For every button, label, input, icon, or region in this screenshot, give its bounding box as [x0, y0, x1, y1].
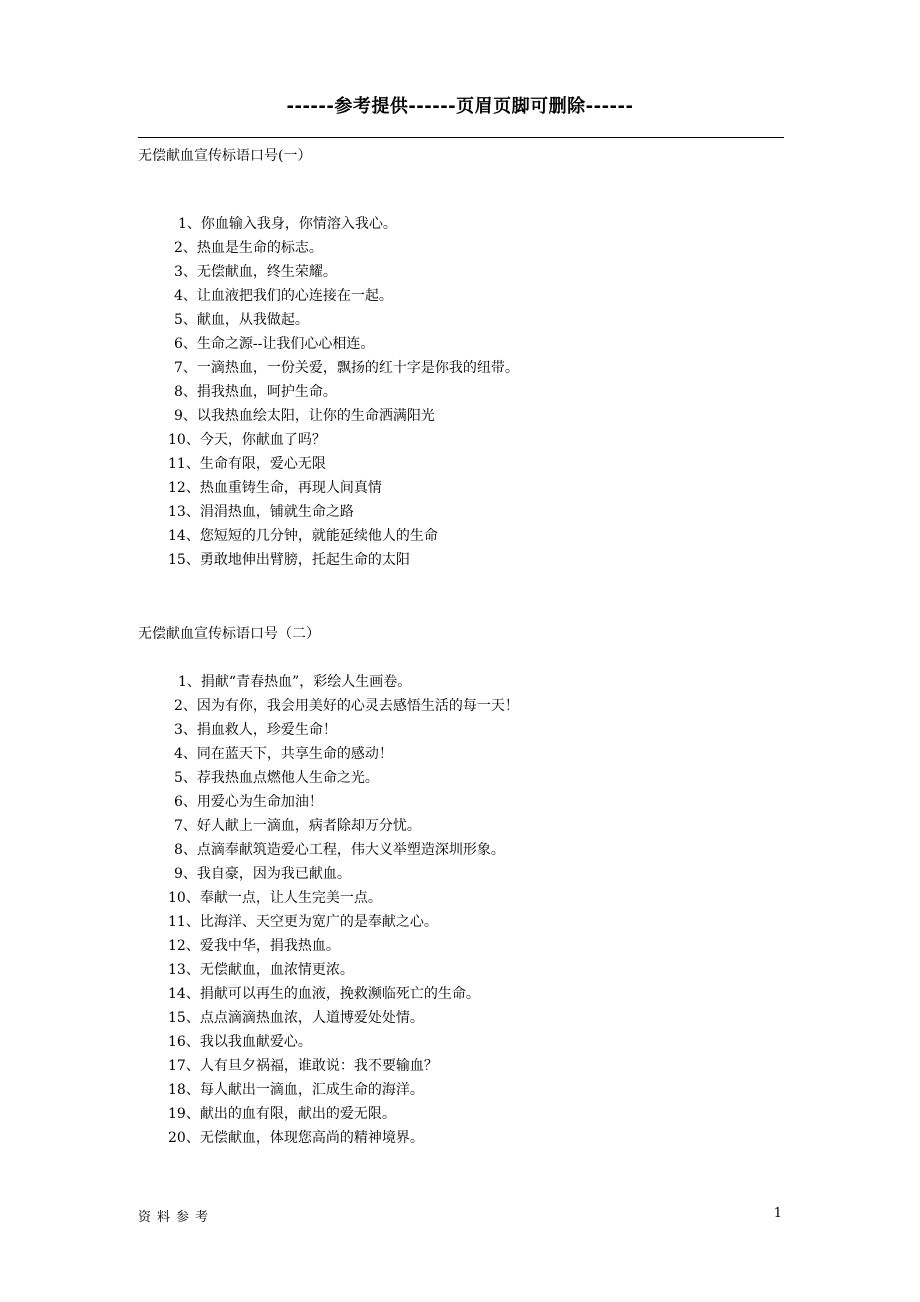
- list-item: 1、你血输入我身，你情溶入我心。: [178, 216, 397, 232]
- list-item: 6、用爱心为生命加油！: [174, 794, 323, 810]
- list-item: 10、今天，你献血了吗？: [168, 432, 326, 448]
- list-item: 4、同在蓝天下，共享生命的感动！: [174, 746, 393, 762]
- list-item: 6、生命之源--让我们心心相连。: [174, 336, 375, 352]
- list-item: 5、荐我热血点燃他人生命之光。: [174, 770, 379, 786]
- list-item: 2、因为有你，我会用美好的心灵去感悟生活的每一天！: [174, 698, 519, 714]
- list-item: 1、捐献“青春热血”，彩绘人生画卷。: [178, 674, 412, 690]
- list-item: 7、一滴热血，一份关爱，飘扬的红十字是你我的纽带。: [174, 360, 519, 376]
- list-item: 8、捐我热血，呵护生命。: [174, 384, 337, 400]
- list-item: 18、每人献出一滴血，汇成生命的海洋。: [168, 1082, 424, 1098]
- list-item: 3、无偿献血，终生荣耀。: [174, 264, 337, 280]
- header-divider: [138, 137, 784, 138]
- list-item: 13、无偿献血，血浓情更浓。: [168, 962, 354, 978]
- list-item: 11、比海洋、天空更为宽广的是奉献之心。: [168, 914, 438, 930]
- list-item: 15、勇敢地伸出臂膀，托起生命的太阳: [168, 552, 410, 568]
- list-item: 17、人有旦夕祸福，谁敢说：我不要输血？: [168, 1058, 438, 1074]
- page-footer-label: 资料参考: [138, 1210, 215, 1225]
- list-item: 2、热血是生命的标志。: [174, 240, 323, 256]
- list-item: 9、以我热血绘太阳，让你的生命洒满阳光: [174, 408, 435, 424]
- list-item: 10、奉献一点，让人生完美一点。: [168, 890, 382, 906]
- list-item: 20、无偿献血，体现您高尚的精神境界。: [168, 1130, 424, 1146]
- list-item: 11、生命有限，爱心无限: [168, 456, 326, 472]
- list-item: 5、献血，从我做起。: [174, 312, 309, 328]
- list-item: 8、点滴奉献筑造爱心工程，伟大义举塑造深圳形象。: [174, 842, 505, 858]
- list-item: 19、献出的血有限，献出的爱无限。: [168, 1106, 396, 1122]
- list-item: 9、我自豪，因为我已献血。: [174, 866, 351, 882]
- slogan-list-1: [168, 212, 519, 572]
- list-item: 14、捐献可以再生的血液，挽救濒临死亡的生命。: [168, 986, 480, 1002]
- list-item: 13、涓涓热血，铺就生命之路: [168, 504, 354, 520]
- list-item: 14、您短短的几分钟，就能延续他人的生命: [168, 528, 438, 544]
- page-number: 1: [773, 1206, 782, 1221]
- list-item: 16、我以我血献爱心。: [168, 1034, 312, 1050]
- list-item: 4、让血液把我们的心连接在一起。: [174, 288, 393, 304]
- slogan-list-2: [168, 670, 519, 1150]
- list-item: 7、好人献上一滴血，病者除却万分忧。: [174, 818, 421, 834]
- page-header: ------参考提供------页眉页脚可删除------: [286, 96, 634, 117]
- list-item: 15、点点滴滴热血浓，人道博爱处处情。: [168, 1010, 424, 1026]
- list-item: 3、捐血救人，珍爱生命！: [174, 722, 337, 738]
- list-item: 12、爱我中华，捐我热血。: [168, 938, 340, 954]
- section-title-1: 无偿献血宣传标语口号(一）: [138, 148, 312, 164]
- list-item: 12、热血重铸生命，再现人间真情: [168, 480, 382, 496]
- section-title-2: 无偿献血宣传标语口号（二）: [138, 626, 320, 642]
